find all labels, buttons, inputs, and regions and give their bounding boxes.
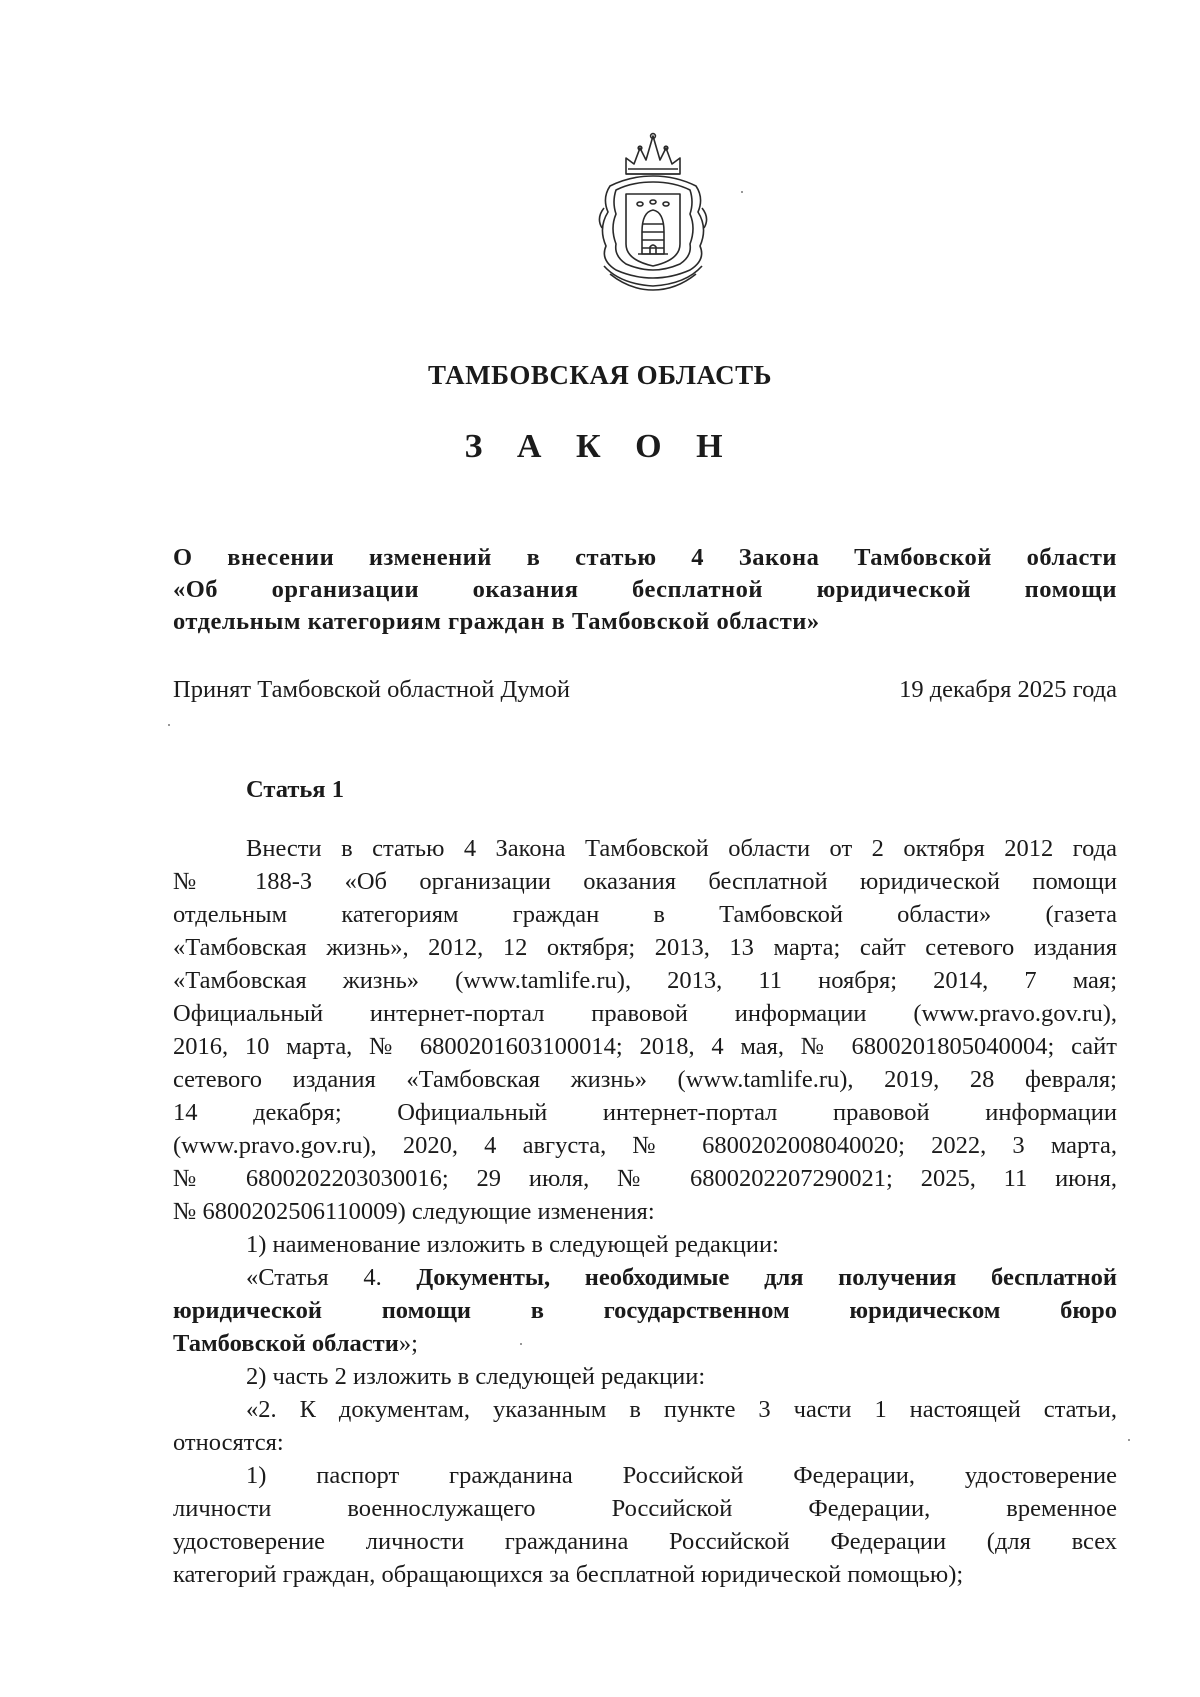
scan-speck — [1128, 1439, 1130, 1441]
quote-line: юридической помощи в государственном юридическом бюро — [173, 1297, 1117, 1324]
body-line: личности военнослужащего Российской Федерации, временное — [173, 1495, 1117, 1522]
article-heading: Статья 1 — [246, 776, 344, 803]
quote-suffix: »; — [398, 1330, 418, 1357]
body-line: «2. К документам, указанным в пункте 3 части 1 настоящей статьи, — [246, 1396, 1117, 1423]
subject-line: отдельным категориям граждан в Тамбовской области» — [173, 608, 820, 635]
coat-of-arms-emblem — [590, 128, 716, 292]
body-line: 1) паспорт гражданина Российской Федерации, удостоверение — [246, 1462, 1117, 1489]
law-subject — [173, 542, 1117, 638]
quote-bold-text: Тамбовской области — [173, 1330, 399, 1357]
body-line: Официальный интернет-портал правовой информации (www.pravo.gov.ru), — [173, 1000, 1117, 1027]
body-line: № 188-З «Об организации оказания бесплатной юридической помощи — [173, 868, 1117, 895]
document-type-title: З А К О Н — [464, 428, 736, 465]
body-line: удостоверение личности гражданина Российской Федерации (для всех — [173, 1528, 1117, 1555]
body-line: категорий граждан, обращающихся за бесплатной юридической помощью); — [173, 1561, 964, 1588]
body-line: «Тамбовская жизнь» (www.tamlife.ru), 2013, 11 ноября; 2014, 7 мая; — [173, 967, 1117, 994]
body-line: № 6800202506110009) следующие изменения: — [173, 1198, 655, 1225]
body-line: № 6800202203030016; 29 июля, № 6800202207290021; 2025, 11 июня, — [173, 1165, 1117, 1192]
body-line: «Тамбовская жизнь», 2012, 12 октября; 2013, 13 марта; сайт сетевого издания — [173, 934, 1117, 961]
body-line: относятся: — [173, 1429, 284, 1456]
scan-speck — [741, 191, 743, 193]
subject-line: О внесении изменений в статью 4 Закона Тамбовской области — [173, 544, 1117, 571]
quote-prefix: «Статья 4. — [246, 1264, 417, 1291]
scan-speck — [168, 724, 170, 726]
body-line: Внести в статью 4 Закона Тамбовской области от 2 октября 2012 года — [246, 835, 1117, 862]
body-line: 2016, 10 марта, № 6800201603100014; 2018, 4 мая, № 6800201805040004; сайт — [173, 1033, 1117, 1060]
subject-line: «Об организации оказания бесплатной юридической помощи — [173, 576, 1117, 603]
quote-line — [173, 1261, 1117, 1294]
article-body — [173, 832, 1117, 1591]
scan-speck — [520, 1343, 522, 1345]
body-line: (www.pravo.gov.ru), 2020, 4 августа, № 6800202008040020; 2022, 3 марта, — [173, 1132, 1117, 1159]
body-line: сетевого издания «Тамбовская жизнь» (www.tamlife.ru), 2019, 28 февраля; — [173, 1066, 1117, 1093]
body-line: 1) наименование изложить в следующей редакции: — [246, 1231, 779, 1258]
adoption-date: 19 декабря 2025 года — [899, 676, 1117, 703]
quote-line — [173, 1327, 1117, 1360]
body-line: 14 декабря; Официальный интернет-портал правовой информации — [173, 1099, 1117, 1126]
quote-bold-text: Документы, необходимые для получения бесплатной — [416, 1264, 1117, 1291]
adoption-label: Принят Тамбовской областной Думой — [173, 676, 571, 703]
body-line: отдельным категориям граждан в Тамбовской области» (газета — [173, 901, 1117, 928]
body-line: 2) часть 2 изложить в следующей редакции: — [246, 1363, 706, 1390]
region-title: ТАМБОВСКАЯ ОБЛАСТЬ — [428, 360, 772, 390]
